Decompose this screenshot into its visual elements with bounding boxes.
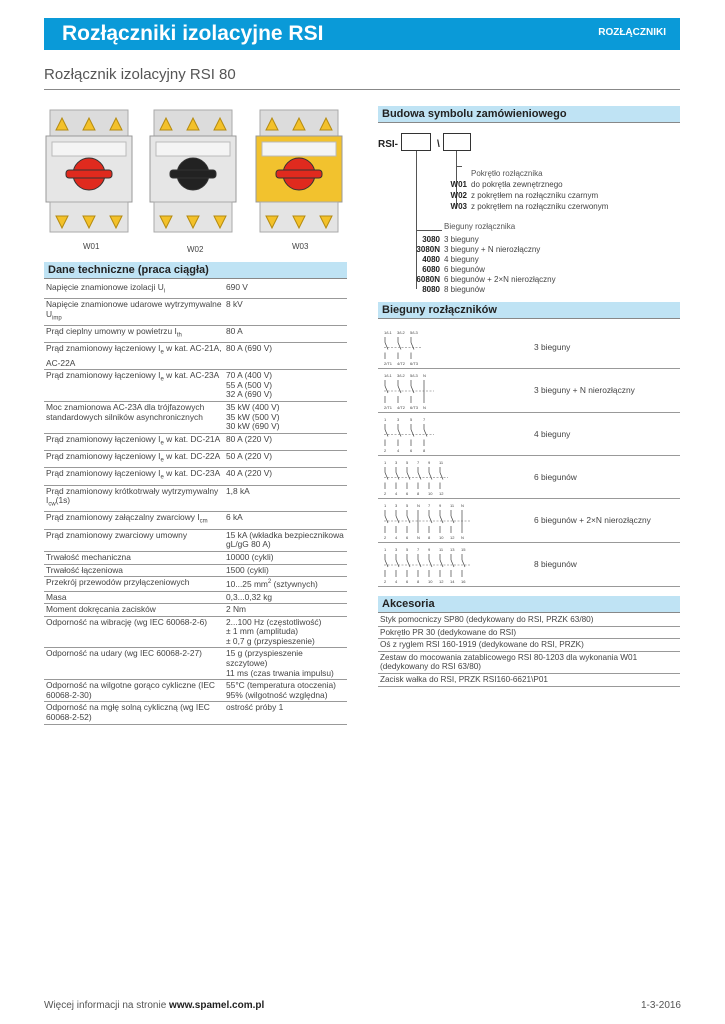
order-separator: \ — [437, 139, 440, 150]
spec-row — [44, 551, 347, 564]
spec-row — [44, 343, 347, 370]
spec-value: 15 kA (wkładka bezpiecznikowa gL/gG 80 A) — [224, 529, 347, 551]
terminal-bottom: 8 — [417, 491, 420, 496]
pole-row — [378, 499, 680, 543]
spec-row — [44, 433, 347, 450]
handle-desc: z pokrętłem na rozłączniku czarnym — [471, 191, 599, 200]
spec-row — [44, 512, 347, 529]
handle-bracket-tick — [456, 166, 462, 167]
switch-illustration — [44, 106, 134, 238]
spec-name: Odporność na udary (wg IEC 60068-2-27) — [44, 648, 224, 680]
pole-row — [378, 369, 680, 413]
spec-value: 0,3...0,32 kg — [224, 591, 347, 604]
pole-schematic — [380, 501, 476, 541]
spec-row — [44, 299, 347, 326]
terminal-top: 5 — [406, 503, 409, 508]
spec-value: ostrość próby 1 — [224, 702, 347, 724]
terminal-top: 3 — [395, 460, 398, 465]
switch-illustration — [254, 106, 344, 238]
page-title: Rozłączniki izolacyjne RSI — [62, 22, 324, 45]
accessory-row — [378, 639, 680, 652]
footer-info — [44, 1000, 264, 1011]
pole-code: 6080N — [416, 275, 440, 284]
pole-label: 3 bieguny + N nierozłączny — [534, 385, 635, 395]
title-banner — [44, 18, 680, 50]
terminal-bottom: 10 — [439, 535, 444, 540]
pole-row — [378, 413, 680, 456]
terminal-bottom: 4/T2 — [397, 361, 406, 366]
terminal-bottom: 2 — [384, 579, 387, 584]
spec-row — [44, 468, 347, 485]
spec-name: Moc znamionowa AC-23A dla trójfazowych standardowych silników asynchronicznych — [44, 402, 224, 434]
spec-value: 40 A (220 V) — [224, 468, 347, 485]
document-date: 1-3-2016 — [640, 1000, 681, 1011]
pole-code: 4080 — [422, 255, 440, 264]
pole-row — [378, 456, 680, 499]
pole-label: 6 biegunów — [534, 471, 577, 482]
pole-label: 4 bieguny — [534, 428, 571, 439]
spec-name: Prąd znamionowy łączeniowy $I_e$ w kat. DC-23A — [44, 468, 224, 485]
spec-value: 35 kW (400 V) 35 kW (500 V) 30 kW (690 V) — [224, 402, 347, 434]
spec-row — [44, 591, 347, 604]
pole-bracket-tick — [416, 230, 442, 231]
spec-row — [44, 564, 347, 577]
pole-label: 3 bieguny — [534, 341, 571, 352]
handle-code: W02 — [450, 191, 467, 200]
terminal-bottom: 8 — [428, 535, 431, 540]
spec-row — [44, 370, 347, 402]
poles-heading: Bieguny rozłączników — [378, 302, 680, 319]
pole-desc: 8 biegunów — [444, 285, 485, 294]
spec-value: 8 kV — [224, 299, 347, 326]
terminal-top: 15 — [461, 547, 466, 552]
spec-value: 1,8 kA — [224, 485, 347, 512]
terminal-top: 5 — [406, 547, 409, 552]
spec-name: Prąd znamionowy krótkotrwały wytrzymywalny $I_{cw}(1s)$ — [44, 485, 224, 512]
terminal-bottom: 8 — [417, 579, 420, 584]
terminal-bottom: 2/T1 — [384, 361, 393, 366]
spec-row — [44, 702, 347, 724]
terminal-bottom: 4 — [395, 491, 398, 496]
spec-row — [44, 402, 347, 434]
terminal-top: 5 — [410, 417, 413, 422]
terminal-bottom: 4 — [395, 535, 398, 540]
spec-row — [44, 616, 347, 648]
terminal-bottom: 6 — [406, 491, 409, 496]
terminal-bottom: 2 — [384, 448, 387, 453]
terminal-top: 9 — [439, 503, 442, 508]
terminal-top: 9 — [428, 547, 431, 552]
spec-value: 6 kA — [224, 512, 347, 529]
spec-value: 50 A (220 V) — [224, 451, 347, 468]
terminal-bottom: 4/T2 — [397, 405, 406, 410]
pole-desc: 6 biegunów — [444, 265, 485, 274]
accessory-item: Zacisk wałka do RSI, PRZK RSI160-6621\P01 — [378, 673, 680, 686]
accessory-row — [378, 673, 680, 686]
terminal-bottom: 14 — [450, 579, 455, 584]
terminal-top: 13 — [450, 547, 455, 552]
terminal-bottom: 8 — [423, 448, 426, 453]
terminal-top: 11 — [450, 503, 455, 508]
pole-code: 6080 — [422, 265, 440, 274]
terminal-bottom: 4 — [395, 579, 398, 584]
terminal-bottom: 2 — [384, 491, 387, 496]
terminal-bottom: 16 — [461, 579, 466, 584]
handle-code: W03 — [450, 202, 467, 211]
terminal-top: 1/L1 — [384, 373, 392, 378]
product-photo-w01 — [44, 106, 134, 238]
spec-name: Odporność na mgłę solną cykliczną (wg IEC 60068-2-52) — [44, 702, 224, 724]
spec-name: Przekrój przewodów przyłączeniowych — [44, 577, 224, 591]
terminal-bottom: 12 — [450, 535, 455, 540]
header-divider — [44, 89, 680, 90]
photo-label: W01 — [83, 242, 100, 251]
accessory-row — [378, 614, 680, 626]
accessories-table — [378, 614, 680, 687]
pole-schematic — [380, 415, 440, 454]
spec-row — [44, 529, 347, 551]
spec-value: 55°C (temperatura otoczenia) 95% (wilgotność względna) — [224, 680, 347, 702]
terminal-bottom: 12 — [439, 491, 444, 496]
terminal-bottom: 6 — [406, 535, 409, 540]
terminal-top: 3 — [395, 503, 398, 508]
spec-row — [44, 680, 347, 702]
terminal-top: 3/L2 — [397, 330, 405, 335]
terminal-top: 5/L3 — [410, 330, 418, 335]
terminal-top: 7 — [417, 547, 420, 552]
accessory-item: Styk pomocniczy SP80 (dedykowany do RSI, PRZK 63/80) — [378, 614, 680, 626]
spec-name: Napięcie znamionowe udarowe wytrzymywalne $U_{imp}$ — [44, 299, 224, 326]
terminal-bottom: 6 — [406, 579, 409, 584]
spec-row — [44, 282, 347, 299]
spec-value: 10...25 $mm^2$ (sztywnych) — [224, 577, 347, 591]
pole-desc: 3 bieguny — [444, 235, 479, 244]
terminal-top: 3 — [395, 547, 398, 552]
spec-value: 2...100 Hz (częstotliwość) ± 1 mm (amplituda) ± 0,7 g (przyspieszenie) — [224, 616, 347, 648]
spec-name: Odporność na wilgotne gorąco cykliczne (IEC 60068-2-30) — [44, 680, 224, 702]
terminal-bottom: 10 — [428, 491, 433, 496]
website-link[interactable]: www.spamel.com.pl — [169, 1000, 265, 1011]
spec-name: Masa — [44, 591, 224, 604]
pole-row — [378, 326, 680, 369]
pole-heading: Bieguny rozłącznika — [444, 222, 516, 231]
pole-row — [378, 543, 680, 587]
pole-label: 8 biegunów — [534, 559, 577, 569]
terminal-top: N — [417, 503, 420, 508]
accessory-row — [378, 651, 680, 673]
switch-illustration — [148, 106, 238, 238]
terminal-bottom: N — [417, 535, 420, 540]
pole-desc: 3 bieguny + N nierozłączny — [444, 245, 541, 254]
spec-name: Prąd znamionowy załączalny zwarciowy $I_{cm}$ — [44, 512, 224, 529]
spec-value: 80 A — [224, 326, 347, 343]
order-heading: Budowa symbolu zamówieniowego — [378, 106, 680, 123]
pole-schematic — [380, 371, 440, 411]
terminal-top: 5/L3 — [410, 373, 418, 378]
terminal-bottom: 2 — [384, 535, 387, 540]
terminal-top: N — [461, 503, 464, 508]
spec-name: Prąd cieplny umowny w powietrzu $I_{th}$ — [44, 326, 224, 343]
spec-name: Odporność na wibrację (wg IEC 60068-2-6) — [44, 616, 224, 648]
handle-code-box — [443, 133, 471, 151]
spec-name: Trwałość mechaniczna — [44, 551, 224, 564]
pole-desc: 4 bieguny — [444, 255, 479, 264]
spec-value: 1500 (cykli) — [224, 564, 347, 577]
handle-code: W01 — [450, 180, 467, 189]
pole-code: 3080N — [416, 245, 440, 254]
terminal-bottom: 6/T3 — [410, 361, 419, 366]
pole-code: 3080 — [422, 235, 440, 244]
photo-label: W03 — [292, 242, 309, 251]
product-photo-w03 — [254, 106, 344, 238]
terminal-top: 9 — [428, 460, 431, 465]
spec-name: Prąd znamionowy zwarciowy umowny — [44, 529, 224, 551]
spec-row — [44, 577, 347, 591]
product-photo-w02 — [148, 106, 238, 238]
footer-text: Więcej informacji na stronie — [44, 1000, 170, 1011]
terminal-top: 7 — [428, 503, 431, 508]
spec-row — [44, 451, 347, 468]
spec-value: 690 V — [224, 282, 347, 299]
terminal-top: 1 — [384, 503, 387, 508]
spec-value: 70 A (400 V) 55 A (500 V) 32 A (690 V) — [224, 370, 347, 402]
handle-desc: z pokrętłem na rozłączniku czerwonym — [471, 202, 609, 211]
terminal-top: 1/L1 — [384, 330, 392, 335]
terminal-bottom: 6 — [410, 448, 413, 453]
pole-schematic — [380, 545, 476, 585]
product-subtitle: Rozłącznik izolacyjny RSI 80 — [44, 66, 236, 83]
spec-name: Prąd znamionowy łączeniowy $I_e$ w kat. DC-21A — [44, 433, 224, 450]
specs-table — [44, 282, 347, 725]
terminal-bottom: 12 — [439, 579, 444, 584]
category-tag: ROZŁĄCZNIKI — [598, 27, 666, 38]
spec-name: Prąd znamionowy łączeniowy $I_e$ w kat. AC-23A — [44, 370, 224, 402]
spec-row — [44, 326, 347, 343]
accessory-item: Oś z ryglem RSI 160-1919 (dedykowane do RSI, PRZK) — [378, 639, 680, 652]
specs-heading: Dane techniczne (praca ciągła) — [44, 262, 347, 279]
terminal-top: 7 — [417, 460, 420, 465]
terminal-top: 1 — [384, 417, 387, 422]
photo-label: W02 — [187, 245, 204, 254]
terminal-top: 7 — [423, 417, 426, 422]
terminal-bottom: N — [461, 535, 464, 540]
spec-row — [44, 604, 347, 617]
pole-label: 6 biegunów + 2×N nierozłączny — [534, 515, 651, 525]
spec-name: Moment dokręcania zacisków — [44, 604, 224, 617]
handle-desc: do pokrętła zewnętrznego — [471, 180, 563, 189]
spec-value: 10000 (cykli) — [224, 551, 347, 564]
accessories-heading: Akcesoria — [378, 596, 680, 613]
terminal-bottom: 6/T3 — [410, 405, 419, 410]
terminal-bottom: 2/T1 — [384, 405, 393, 410]
accessory-item: Zestaw do mocowania zatablicowego RSI 80-1203 dla wykonania W01 (dedykowany do RSI 63/80) — [378, 651, 680, 673]
accessory-row — [378, 626, 680, 639]
terminal-top: 1 — [384, 460, 387, 465]
terminal-top: 1 — [384, 547, 387, 552]
pole-schematic — [380, 458, 454, 497]
terminal-bottom: 10 — [428, 579, 433, 584]
terminal-bottom: 4 — [397, 448, 400, 453]
spec-name: Napięcie znamionowe izolacji $U_i$ — [44, 282, 224, 299]
spec-value: 15 g (przyspieszenie szczytowe) 11 ms (czas trwania impulsu) — [224, 648, 347, 680]
spec-name: Prąd znamionowy łączeniowy $I_e$ w kat. DC-22A — [44, 451, 224, 468]
spec-value: 80 A (220 V) — [224, 433, 347, 450]
spec-value: 2 Nm — [224, 604, 347, 617]
pole-code: 8080 — [422, 285, 440, 294]
spec-row — [44, 485, 347, 512]
terminal-top: 3 — [397, 417, 400, 422]
spec-row — [44, 648, 347, 680]
spec-value: 80 A (690 V) — [224, 343, 347, 370]
terminal-top: 3/L2 — [397, 373, 405, 378]
terminal-top: 11 — [439, 547, 444, 552]
spec-name: Trwałość łączeniowa — [44, 564, 224, 577]
terminal-top: 5 — [406, 460, 409, 465]
terminal-top: 11 — [439, 460, 444, 465]
handle-heading: Pokrętło rozłącznika — [471, 169, 543, 178]
pole-desc: 6 biegunów + 2×N nierozłączny — [444, 275, 556, 284]
terminal-bottom: N — [423, 405, 426, 410]
order-prefix: RSI- — [378, 139, 398, 150]
pole-schematic — [380, 328, 427, 367]
terminal-top: N — [423, 373, 426, 378]
spec-name: Prąd znamionowy łączeniowy $I_e$ w kat. AC-21A, AC-22A — [44, 343, 224, 370]
pole-code-box — [401, 133, 431, 151]
accessory-item: Pokrętło PR 30 (dedykowane do RSI) — [378, 626, 680, 639]
